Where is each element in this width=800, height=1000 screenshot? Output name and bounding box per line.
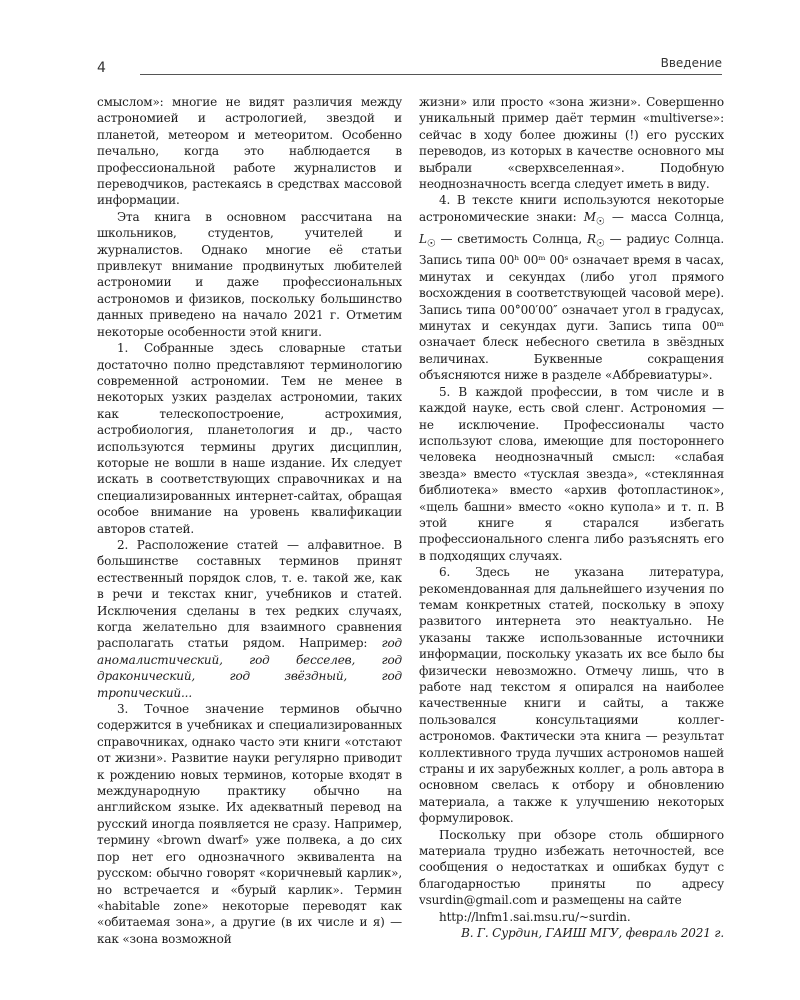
paragraph-audience: Эта книга в основном рассчитана на школьников, студентов, учителей и журналистов. Однако многие её статьи привлекут внимание продвинутых любителей астрономии и даже профессиональных астрономов и физиков, поскольку большинство данных приведено на начало 2021 г. Отметим некоторые особенности этой книги.	[97, 209, 402, 339]
paragraph-continuation: смыслом»: многие не видят различия между астрономией и астрологией, звездой и планетой, метеором и метеоритом. Особенно печально, когда это наблюдается в профессиональной работе журналистов и переводчиков, растекаясь в средствах массовой информации.	[97, 95, 402, 208]
left-column	[97, 94, 402, 947]
page-number: 4	[97, 60, 106, 76]
header-rule	[140, 74, 722, 75]
point-2-examples: год аномалистический, год бесселев, год драконический, год звёздный, год тропический...	[97, 636, 402, 700]
point-2-text: 2. Расположение статей — алфавитное. В большинстве составных терминов принят естественный порядок слов, т. е. такой же, как в речи и текстах книг, учебников и статей. Исключения сделаны в тех редких случаях, когда желательно для взаимного сравнения располагать статьи рядом. Например:	[97, 537, 402, 651]
author-signature: В. Г. Сурдин, ГАИШ МГУ, февраль 2021 г.	[461, 926, 724, 941]
paragraph-point-6: 6. Здесь не указана литература, рекомендованная для дальнейшего изучения по темам конкретных статей, поскольку в эпоху развитого интернета это неактуально. Не указаны также использованные источники информации, поскольку указать их все было бы физически невозможно. Отмечу лишь, что в работе над текстом я опирался на наиболее качественные книги и сайты, а также пользовался консультациями коллег-астрономов. Фактически эта книга — результат коллективного труда лучших астрономов нашей страны и их зарубежных коллег, а роль автора в основном свелась к отбору и обновлению материала, а также к улучшению некоторых формулировок.	[419, 565, 724, 826]
paragraph-feedback: Поскольку при обзоре столь обширного материала трудно избежать неточностей, все сообщения о недостатках и ошибках будут с благодарностью приняты по адресу vsurdin@gmail.com и размещены на сайте	[419, 827, 724, 908]
paragraph-point-4: 4. В тексте книги используются некоторые астрономические знаки: $M_☉$ — масса Солнца, $L_☉$ — светимость Солнца, $R_☉$ — радиус Солнца. Запись типа 00ʰ 00ᵐ 00ˢ означает время в часах, минутах и секундах (либо угол прямого восхождения в соответствующей часовой мере). Запись типа 00°00′00″ означает угол в градусах, минутах и секундах дуги. Запись типа 00ᵐ означает блеск небесного светила в звёздных величинах. Буквенные сокращения объясняются ниже в разделе «Аббревиатуры».	[419, 193, 725, 383]
paragraph-point-2	[97, 537, 402, 701]
paragraph-point-1: 1. Собранные здесь словарные статьи достаточно полно представляют терминологию современной астрономии. Тем не менее в некоторых узких разделах астрономии, таких как телескопостроение, астрохимия, астробиология, планетология и др., часто используются термины других дисциплин, которые не вошли в наше издание. Их следует искать в соответствующих справочниках и на специализированных интернет-сайтах, обращая особое внимание на уровень квалификации авторов статей.	[97, 341, 402, 536]
paragraph-point-5: 5. В каждой профессии, в том числе и в каждой науке, есть свой сленг. Астрономия — не исключение. Профессионалы часто используют слова, имеющие для постороннего человека неоднозначный смысл: «слабая звезда» вместо «тусклая звезда», «стеклянная библиотека» вместо «архив фотопластинок», «щель башни» вместо «окно купола» и т. п. В этой книге я старался избегать профессионального сленга либо разъяснять его в подходящих случаях.	[419, 384, 724, 563]
website-url: http://lnfm1.sai.msu.ru/~surdin.	[439, 909, 631, 924]
right-column	[419, 94, 724, 942]
section-title: Введение	[660, 56, 722, 70]
paragraph-point-3-continuation: жизни» или просто «зона жизни». Совершенно уникальный пример даёт термин «multiverse»: сейчас в ходу более дюжины (!) его русских переводов, из которых в качестве основного мы выбрали «сверхвселенная». Подобную неоднозначность всегда следует иметь в виду.	[419, 95, 724, 192]
paragraph-point-3: 3. Точное значение терминов обычно содержится в учебниках и специализированных справочниках, однако часто эти книги «отстают от жизни». Развитие науки регулярно приводит к рождению новых терминов, которые входят в международную практику обычно на английском языке. Их адекватный перевод на русский иногда появляется не сразу. Например, термину «brown dwarf» уже полвека, а до сих пор нет его однозначного эквивалента на русском: обычно говорят «коричневый карлик», но встречается и «бурый карлик». Термин «habitable zone» некоторые переводят как «обитаемая зона», а другие (в их числе и я) — как «зона возможной	[97, 702, 402, 946]
